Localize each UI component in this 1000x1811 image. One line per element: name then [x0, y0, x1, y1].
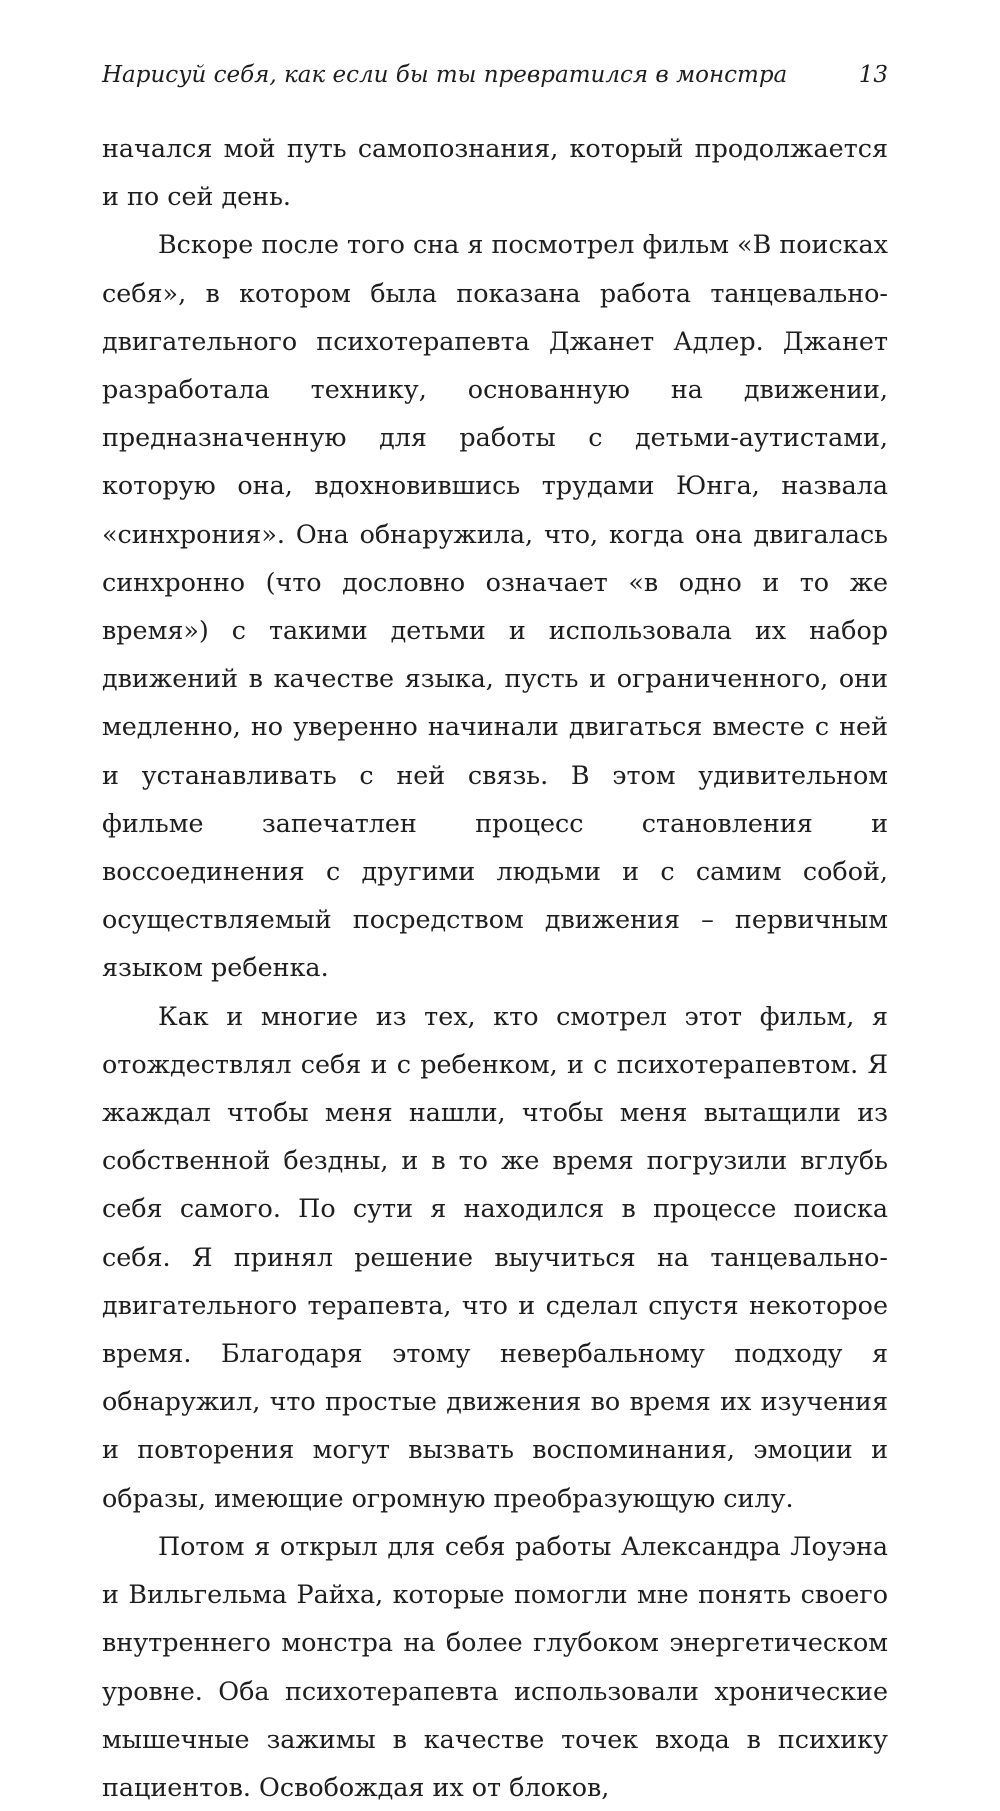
page-number: 13 — [858, 62, 888, 88]
running-head — [102, 55, 888, 95]
running-title: Нарисуй себя, как если бы ты превратился в монстра — [102, 62, 788, 88]
paragraph-continuation: начался мой путь самопознания, который продолжается и по сей день. — [102, 133, 888, 212]
body-text — [102, 124, 888, 1811]
paragraph-film-synchrony: Вскоре после того сна я посмотрел фильм «В поисках себя», в котором была показана работа танцевально-двигательного психотерапевта Джанет Адлер. Джанет разработала технику, основанную на движении, предназначенную для работы с детьми-аутистами, которую она, вдохновившись трудами Юнга, назвала «синхрония». Она обнаружила, что, когда она двигалась синхронно (что дословно означает «в одно и то же время») с такими детьми и использовала их набор движений в качестве языка, пусть и ограниченного, они медленно, но уверенно начинали двигаться вместе с ней и устанавливать с ней связь. В этом удивительном фильме запечатлен процесс становления и воссоединения с другими людьми и с самим собой, осуществляемый посредством движения – первичным языком ребенка. — [102, 229, 888, 983]
paragraph-self-identification: Как и многие из тех, кто смотрел этот фильм, я отождествлял себя и с ребенком, и с психотерапевтом. Я жаждал чтобы меня нашли, чтобы меня вытащили из собственной бездны, и в то же время погрузили вглубь себя самого. По сути я находился в процессе поиска себя. Я принял решение выучиться на танцевально-двигательного терапевта, что и сделал спустя некоторое время. Благодаря этому невербальному подходу я обнаружил, что простые движения во время их изучения и повторения могут вызвать воспоминания, эмоции и образы, имеющие огромную преобразующую силу. — [102, 1000, 888, 1513]
paragraph-lowen-reich: Потом я открыл для себя работы Александра Лоуэна и Вильгельма Райха, которые помогли мне понять своего внутреннего монстра на более глубоком энергетическом уровне. Оба психотерапевта использовали хронические мышечные зажимы в качестве точек входа в психику пациентов. Освобождая их от блоков, — [102, 1530, 888, 1802]
